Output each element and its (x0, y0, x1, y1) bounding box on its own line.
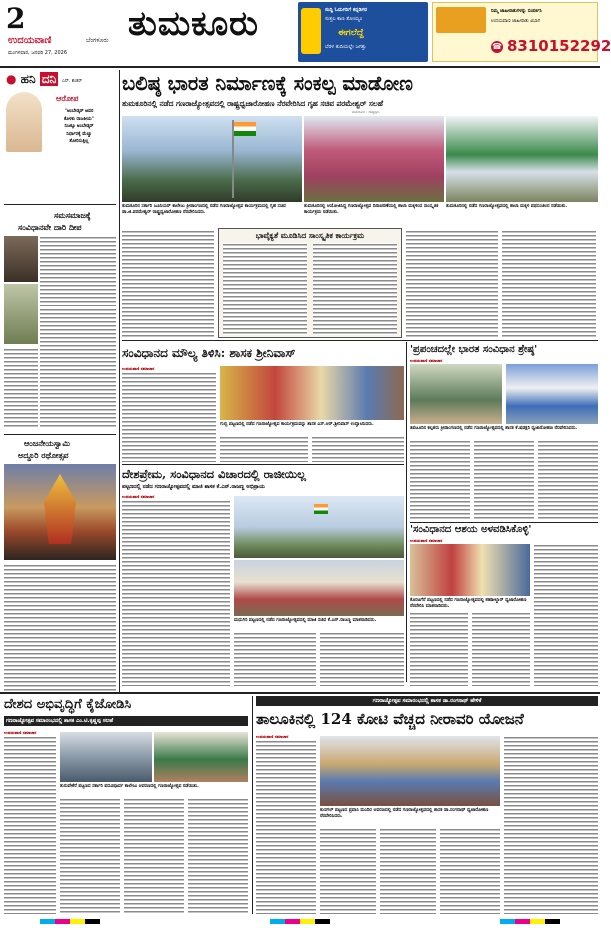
deshaprema-kicker: ಉದಯವಾಣಿ ಸಮಾಚಾರ (122, 494, 155, 499)
lead-headline: ಬಲಿಷ್ಠ ಭಾರತ ನಿರ್ಮಾಣಕ್ಕೆ ಸಂಕಲ್ಪ ಮಾಡೋಣ (122, 72, 413, 95)
phone-graphic (301, 8, 321, 54)
lead-caption-3: ತುಮಕೂರಿನಲ್ಲಿ ನಡೆದ ಗಣರಾಜ್ಯೋತ್ಸವದಲ್ಲಿ ಶಾಲಾ ಮಕ್ಕಳ ಪಥಸಂಚಲನ ನಡೆಯಿತು. (446, 204, 568, 209)
lead-story (122, 70, 598, 226)
samvidhana-headline: ಸಂವಿಧಾನದ ಮೌಲ್ಯ ತಿಳಿಸಿ: ಶಾಸಕ ಶ್ರೀನಿವಾಸ್ (122, 346, 296, 360)
ashaya-caption: ಕೊರಟಗೆರೆ ಪಟ್ಟಣದಲ್ಲಿ ನಡೆದ ಗಣರಾಜ್ಯೋತ್ಸವದಲ್ಲಿ ತಹಶೀಲ್ದಾರ್ ಧ್ವಜಾರೋಹಣ ನೆರವೇರಿಸಿ ಮಾತನಾಡಿದರು. (410, 598, 527, 609)
page-number: 2 (6, 2, 26, 35)
quote-line: "ಅಂಬೇಡ್ಕರ್ ಅವರ (64, 109, 94, 114)
bottom-right-subheadline: ಗಣರಾಜ್ಯೋತ್ಸವ ಸಮಾರಂಭದಲ್ಲಿ ಶಾಸಕ ಡಾ.ರಂಗನಾಥ್ ಹೇಳಿಕೆ (256, 696, 598, 706)
ad1-line3: ಬೆರಳ ತುದಿಯಲ್ಲೇ ಜಗತ್ತು (325, 44, 367, 50)
samvidhana-text (122, 372, 216, 462)
bottom-rule (0, 692, 600, 694)
story-headline: ಅದ್ದೂರಿ ರಥೋತ್ಸವ (18, 450, 69, 460)
sidebar-text (4, 348, 38, 428)
ad1-line2: ಸುತ್ತಲ ಕಾಣ ತೋಯ್ಯಂ (325, 16, 363, 22)
paper-name: ಉದಯವಾಣಿ (8, 35, 52, 46)
deshaprema-text (320, 632, 404, 686)
bottom-left-text (4, 736, 56, 914)
quote-body (46, 108, 112, 146)
shreshta-kicker: ಉದಯವಾಣಿ ಸಮಾಚಾರ (410, 358, 443, 363)
honey-dani-logo (6, 72, 58, 87)
ashaya-headline: 'ಸಂವಿಧಾನದ ಆಶಯ ಅಳವಡಿಸಿಕೊಳ್ಳಿ' (410, 524, 532, 535)
ad1-brand: ಈಗಲೆದ್ದೆ (338, 28, 364, 38)
bottom-right-text (504, 736, 598, 914)
color-bar (40, 919, 100, 924)
shreshta-headline: 'ಪ್ರಪಂಚದಲ್ಲೇ ಭಾರತ ಸಂವಿಧಾನ ಶ್ರೇಷ್ಠ' (410, 344, 538, 355)
edition: ಬೆಂಗಳೂರು (86, 37, 109, 44)
deshaprema-text (234, 632, 316, 686)
section-rule (122, 464, 404, 465)
photo-credit: ತುಮಕೂರು : ರಾಷ್ಟ್ರಧ್ವಜ (352, 110, 380, 114)
sidebar-photo-event (4, 284, 38, 344)
color-bar (270, 919, 330, 924)
lead-body-col1 (122, 230, 214, 338)
ad2-line1: ನಿಮ್ಮ ಜಾಹೀರಾತುಗಳನ್ನು ಸಂಪರ್ಕಿಸಿ (491, 9, 542, 14)
honey-logo-text: ಹನಿ (20, 72, 36, 86)
shreshta-photo-students (506, 364, 598, 424)
ad-banner-app[interactable] (298, 2, 428, 62)
bottom-right-text (320, 828, 376, 914)
issue-date: ಮಂಗಳವಾರ, ಜನವರಿ 27, 2026 (8, 50, 68, 56)
bottom-left-subheadline: ಗಣರಾಜ್ಯೋತ್ಸವ ಸಮಾರಂಭದಲ್ಲಿ ಶಾಸಕ ಎಂ.ಟಿ.ಕೃಷ್ಣಪ್ಪ ಸಲಹೆ (4, 716, 248, 726)
culture-text (313, 243, 397, 335)
lead-body-col3 (406, 230, 498, 338)
quote-line: ತೋರಿಸುತ್ತಿಲ್ಲ (69, 139, 89, 144)
lead-caption-1: ತುಮಕೂರಿನ ಸರ್ಕಾರಿ ಜೂನಿಯರ್ ಕಾಲೇಜು ಕ್ರೀಡಾಂಗಣದಲ್ಲಿ ನಡೆದ ಗಣರಾಜ್ಯೋತ್ಸವ ಕಾರ್ಯಕ್ರಮದಲ್ಲಿ ಗೃಹ ಸಚಿವ ಡಾ.ಜಿ.ಪರಮೇಶ್ವರ್ ರಾಷ್ಟ್ರಧ್ವಜಾರೋಹಣ ನೆರವೇರಿಸಿದರು. (122, 204, 286, 215)
ashaya-text (472, 612, 530, 686)
bottom-left-headline: ದೇಶದ ಅಭಿವೃದ್ಧಿಗೆ ಕೈಜೋಡಿಸಿ (4, 697, 132, 712)
registration-marks (0, 916, 600, 928)
story-headline: ಸಂವಿಧಾನವೇ ದಾರಿ ದೀಪ (18, 222, 82, 232)
story-headline: ಆಂಜನೇಯಸ್ವಾಮಿ (24, 438, 70, 448)
quote-line: ನಿರ್ಧಾರಕ್ಕೆ ಮೆಚ್ಚು (66, 131, 92, 137)
lead-subheadline: ತುಮಕೂರಿನಲ್ಲಿ ನಡೆದ ಗಣರಾಜ್ಯೋತ್ಸವದಲ್ಲಿ ರಾಷ್ಟ್ರಧ್ವಜಾರೋಹಣ ನೆರವೇರಿಸಿದ ಗೃಹ ಸಚಿವ ಪರಮೇಶ್ವರ್ ಸಲಹೆ (122, 99, 384, 108)
bottom-left-story (4, 696, 248, 914)
samvidhana-photo (220, 366, 404, 420)
bottom-left-text (124, 798, 184, 914)
ashaya-photo (410, 544, 530, 596)
samvidhana-text (220, 436, 308, 462)
lead-caption-2: ತುಮಕೂರಿನಲ್ಲಿ ಆಯೋಜಿಸಿದ್ದ ಗಣರಾಜ್ಯೋತ್ಸವ ದಿನಾಚರಣೆಯಲ್ಲಿ ಶಾಲಾ ಮಕ್ಕಳಿಂದ ಸಾಂಸ್ಕೃತಿಕ ಕಾರ್ಯಕ್ರಮ ನಡೆಯಿತು. (304, 204, 439, 215)
bottom-right-text (380, 828, 436, 914)
bottom-left-caption: ತುರುವೇಕೆರೆ ಪಟ್ಟಣದ ಸರ್ಕಾರಿ ಪದವಿಪೂರ್ವ ಕಾಲೇಜು ಆವರಣದಲ್ಲಿ ಗಣರಾಜ್ಯೋತ್ಸವ ನಡೆಯಿತು. (60, 784, 199, 789)
drop-icon: ● (6, 72, 17, 86)
sidebar-text (40, 236, 116, 306)
column-rule (252, 696, 253, 914)
lead-body-col4 (502, 230, 596, 338)
bottom-right-photo (320, 736, 500, 806)
contact-phone: 8310152292 (507, 37, 611, 55)
ashaya-text (410, 612, 468, 686)
deshaprema-photo-flag (234, 496, 404, 558)
deshaprema-text (122, 500, 230, 686)
bottom-right-headline: ತಾಲೂಕಿನಲ್ಲಿ 124 ಕೋಟಿ ವೆಚ್ಚದ ನೀರಾವರಿ ಯೋಜನೆ (256, 710, 524, 728)
shreshta-caption: ತಿಪಟೂರಿನ ಕಲ್ಪತರು ಕ್ರೀಡಾಂಗಣದಲ್ಲಿ ನಡೆದ ಗಣರಾಜ್ಯೋತ್ಸವದಲ್ಲಿ ಶಾಸಕ ಕೆ.ಷಡಕ್ಷರಿ ಧ್ವಜಾರೋಹಣ ನೆರವೇರಿಸಿದರು. (410, 426, 578, 431)
sidebar-divider (4, 204, 116, 205)
masthead (0, 0, 611, 68)
flag (234, 122, 256, 136)
bottom-left-photo-1 (60, 732, 152, 782)
ashaya-story (410, 524, 598, 686)
section-rule (122, 340, 598, 341)
bottom-left-photo-2 (154, 732, 248, 782)
ad2-line2: ಉದಯವಾಣಿ ಜಾಹೀರಾತು ವಿಭಾಗ (491, 19, 541, 24)
sidebar-byline: ಎನ್. ಶಂಕರ್ (62, 79, 83, 84)
culture-text (223, 243, 307, 335)
column-rule (119, 70, 120, 692)
sidebar-illustration (6, 92, 42, 152)
dani-logo-text: ದನಿ (41, 72, 57, 86)
chariot-photo (4, 464, 116, 560)
bottom-left-text (60, 798, 120, 914)
samvidhana-story (122, 342, 404, 462)
culture-box (218, 228, 402, 338)
ad1-line1: ಸುದ್ದಿ ಓದುಗರಿಗೆ ಕನ್ನಡಿಗರ (325, 7, 368, 13)
lead-photo-march (446, 116, 598, 202)
color-bar (500, 919, 560, 924)
ad-banner-contact[interactable] (432, 2, 611, 62)
shreshta-text (474, 440, 534, 520)
story-headline: ಸಮಸಮಾಜಕ್ಕೆ (54, 210, 91, 220)
culture-heading: ಭಾವೈಕ್ಯತೆ ಮೂಡಿಸಿದ ಸಾಂಸ್ಕೃತಿಕ ಕಾರ್ಯಕ್ರಮ (255, 231, 365, 240)
bottom-right-text (440, 828, 500, 914)
bottom-right-text (256, 740, 316, 914)
flag (314, 504, 328, 514)
bottom-right-story (256, 696, 598, 914)
sidebar-story-rathotsava (4, 436, 116, 692)
chariot-shape (44, 474, 76, 544)
column-rule (406, 342, 407, 682)
bottom-right-caption: ಕುಣಿಗಲ್ ಪಟ್ಟಣದ ಪ್ರವಾಸಿ ಮಂದಿರ ಆವರಣದಲ್ಲಿ ನಡೆದ ಗಣರಾಜ್ಯೋತ್ಸವದಲ್ಲಿ ಶಾಸಕ ಡಾ.ರಂಗನಾಥ್ ಧ್ವಜಾರೋಹಣ ನೆರವೇರಿಸಿದರು. (320, 808, 489, 819)
bottom-right-kicker: ಉದಯವಾಣಿ ಸಮಾಚಾರ (256, 734, 289, 739)
quote-line: ನಿಜಕ್ಕೂ ಅಂಬೇಡ್ಕರ್ (64, 124, 94, 129)
deshaprema-caption: ಮಧುಗಿರಿ ಪಟ್ಟಣದಲ್ಲಿ ನಡೆದ ಗಣರಾಜ್ಯೋತ್ಸವದಲ್ಲಿ ಮಾಜಿ ಸಚಿವ ಕೆ.ಎನ್.ರಾಜಣ್ಣ ಮಾತನಾಡಿದರು. (234, 618, 377, 623)
samvidhana-kicker: ಉದಯವಾಣಿ ಸಮಾಚಾರ (122, 366, 155, 371)
shreshta-photo-crowd (410, 364, 502, 424)
quote-line: ಕೊಳಕು ರಾಜಕೀಯ" (63, 116, 95, 122)
masthead-rule (0, 66, 600, 68)
phone-icon: ☎ (492, 42, 502, 51)
deshaprema-headline: ದೇಶಪ್ರೇಮ, ಸಂವಿಧಾನದ ವಿಚಾರದಲ್ಲಿ ರಾಜೀಯಿಲ್ಲ (122, 467, 306, 481)
ashaya-kicker: ಉದಯವಾಣಿ ಸಮಾಚಾರ (410, 538, 443, 543)
section-rule (410, 522, 598, 523)
samvidhana-text (312, 436, 404, 462)
sidebar-story-samasamaja (4, 206, 116, 432)
deshaprema-photo-parade (234, 560, 404, 616)
shreshta-text (538, 440, 598, 520)
quote-title: ಆರೋಪ (56, 94, 79, 103)
deshaprema-subheadline: ಪಟ್ಟಣದಲ್ಲಿ ನಡೆದ ಗಣರಾಜ್ಯೋತ್ಸವದಲ್ಲಿ ಮಾಜಿ ಶಾಸಕ ಕೆ.ಎನ್.ರಾಜಣ್ಣ ಅಭಿಪ್ರಾಯ (122, 484, 265, 490)
deshaprema-story (122, 466, 404, 686)
lead-photo-flag (122, 116, 302, 202)
samvidhana-caption: ಗುಬ್ಬಿ ಪಟ್ಟಣದಲ್ಲಿ ನಡೆದ ಗಣರಾಜ್ಯೋತ್ಸವ ಕಾರ್ಯಕ್ರಮವನ್ನು ಶಾಸಕ ಎಸ್.ಆರ್.ಶ್ರೀನಿವಾಸ್ ಉದ್ಘಾಟಿಸಿದರು. (220, 422, 374, 427)
section-title: ತುಮಕೂರು (128, 4, 259, 44)
sidebar-divider (4, 434, 116, 435)
shreshta-story (410, 342, 598, 520)
sidebar-photo-portrait (4, 236, 38, 282)
shreshta-text (410, 440, 470, 520)
ashaya-text (534, 544, 598, 686)
sidebar-text (40, 308, 116, 428)
sidebar-text (4, 564, 116, 692)
bottom-left-text (188, 798, 248, 914)
sidebar-honey-dani (4, 70, 116, 200)
lead-photo-parade (304, 116, 444, 202)
ad-logo-left (436, 7, 486, 33)
bottom-left-kicker: ಉದಯವಾಣಿ ಸಮಾಚಾರ (4, 730, 37, 735)
